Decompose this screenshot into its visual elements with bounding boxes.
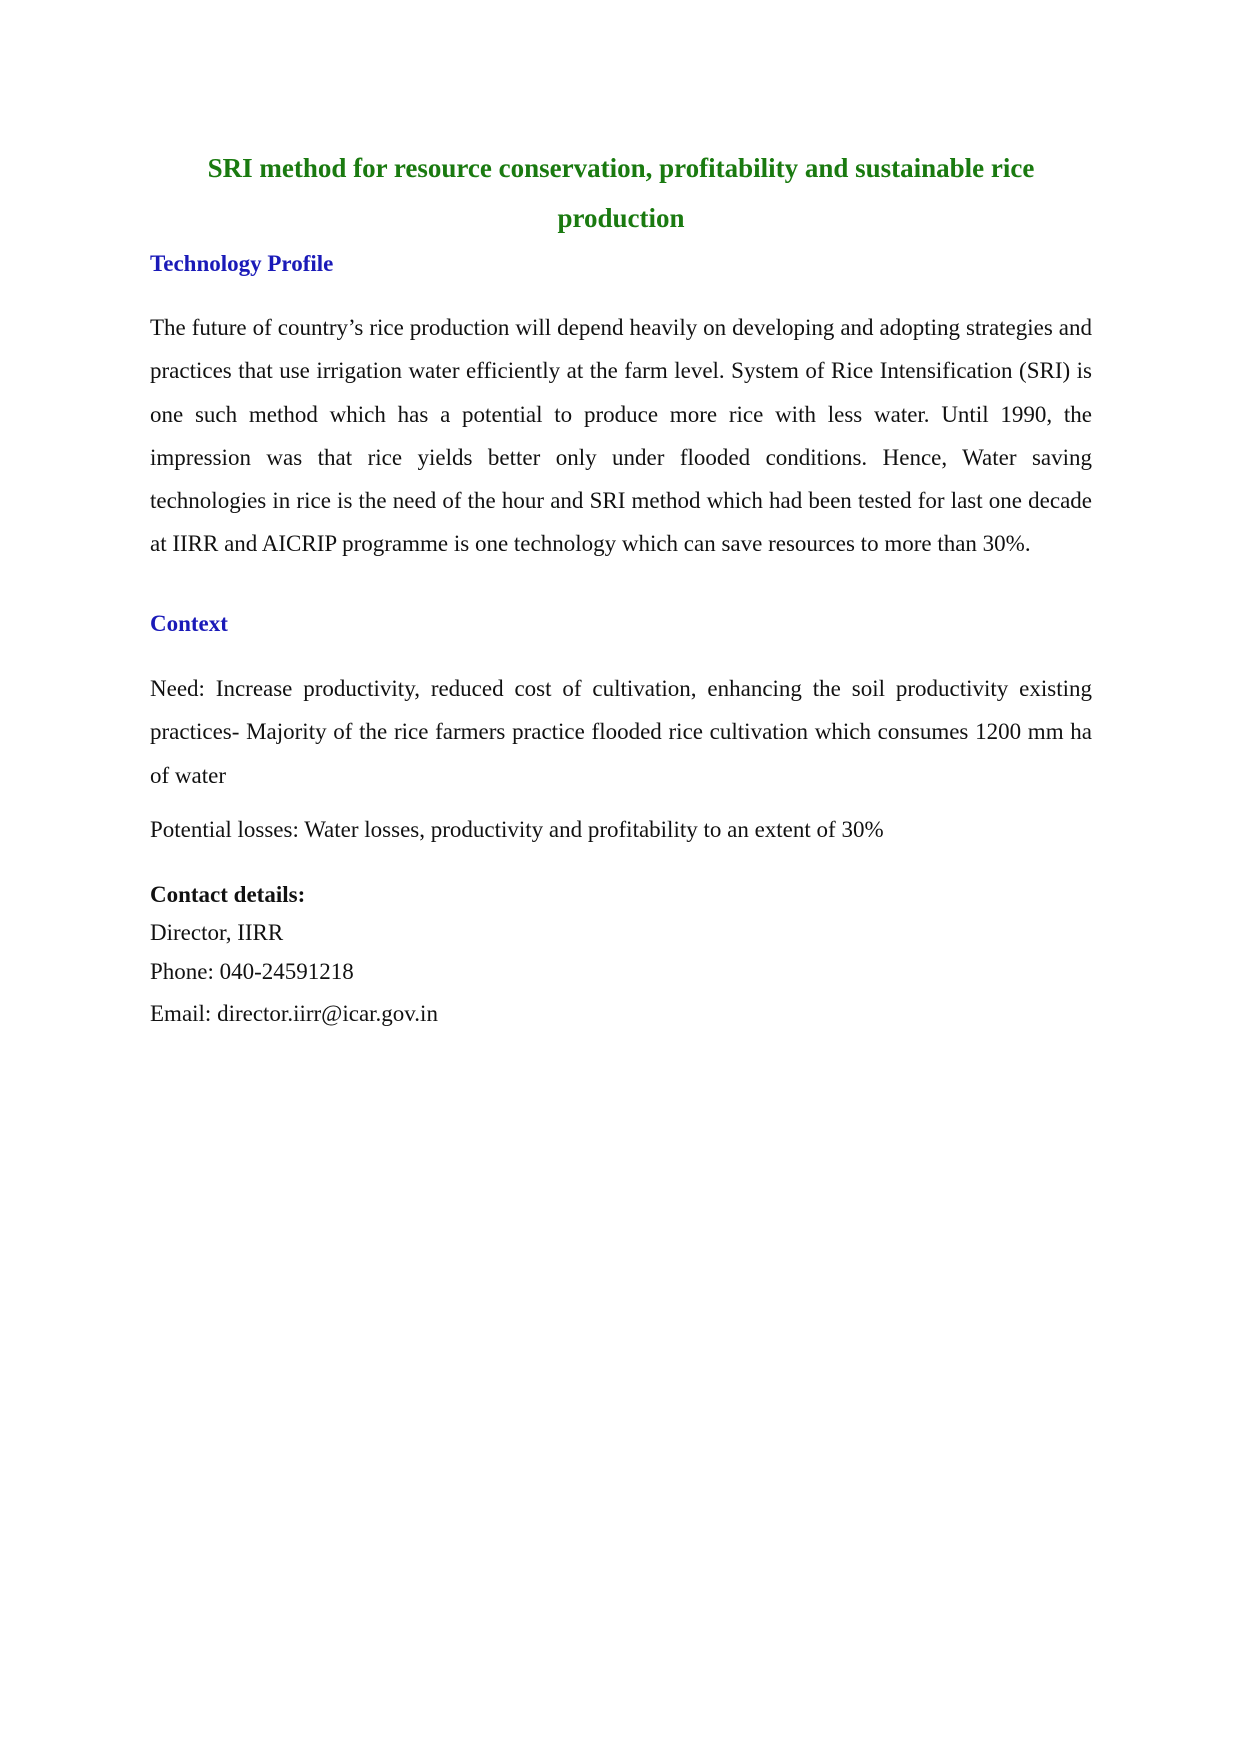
technology-profile-heading: Technology Profile (150, 251, 334, 276)
contact-heading: Contact details: (150, 882, 306, 907)
page-title: SRI method for resource conservation, profitability and sustainable rice production (207, 153, 1035, 233)
context-need: Need: Increase productivity, reduced cost of cultivation, enhancing the soil productivity existing practices- Majority of the rice farmers practice flooded rice cultivation which consumes 1200 mm ha of water (150, 676, 1092, 788)
contact-email: Email: director.iirr@icar.gov.in (150, 1001, 438, 1026)
technology-profile-body: The future of country’s rice production will depend heavily on developing and adopting strategies and practices that use irrigation water efficiently at the farm level. System of Rice Intensification (SRI) is one such method which has a potential to produce more rice with less water. Until 1990, the impression was that rice yields better only under flooded conditions. Hence, Water saving technologies in rice is the need of the hour and SRI method which had been tested for last one decade at IIRR and AICRIP programme is one technology which can save resources to more than 30%. (150, 315, 1092, 557)
contact-phone: Phone: 040-24591218 (150, 959, 354, 984)
context-heading: Context (150, 611, 228, 636)
context-potential-losses: Potential losses: Water losses, productivity and profitability to an extent of 30% (150, 817, 884, 842)
contact-name: Director, IIRR (150, 920, 284, 945)
